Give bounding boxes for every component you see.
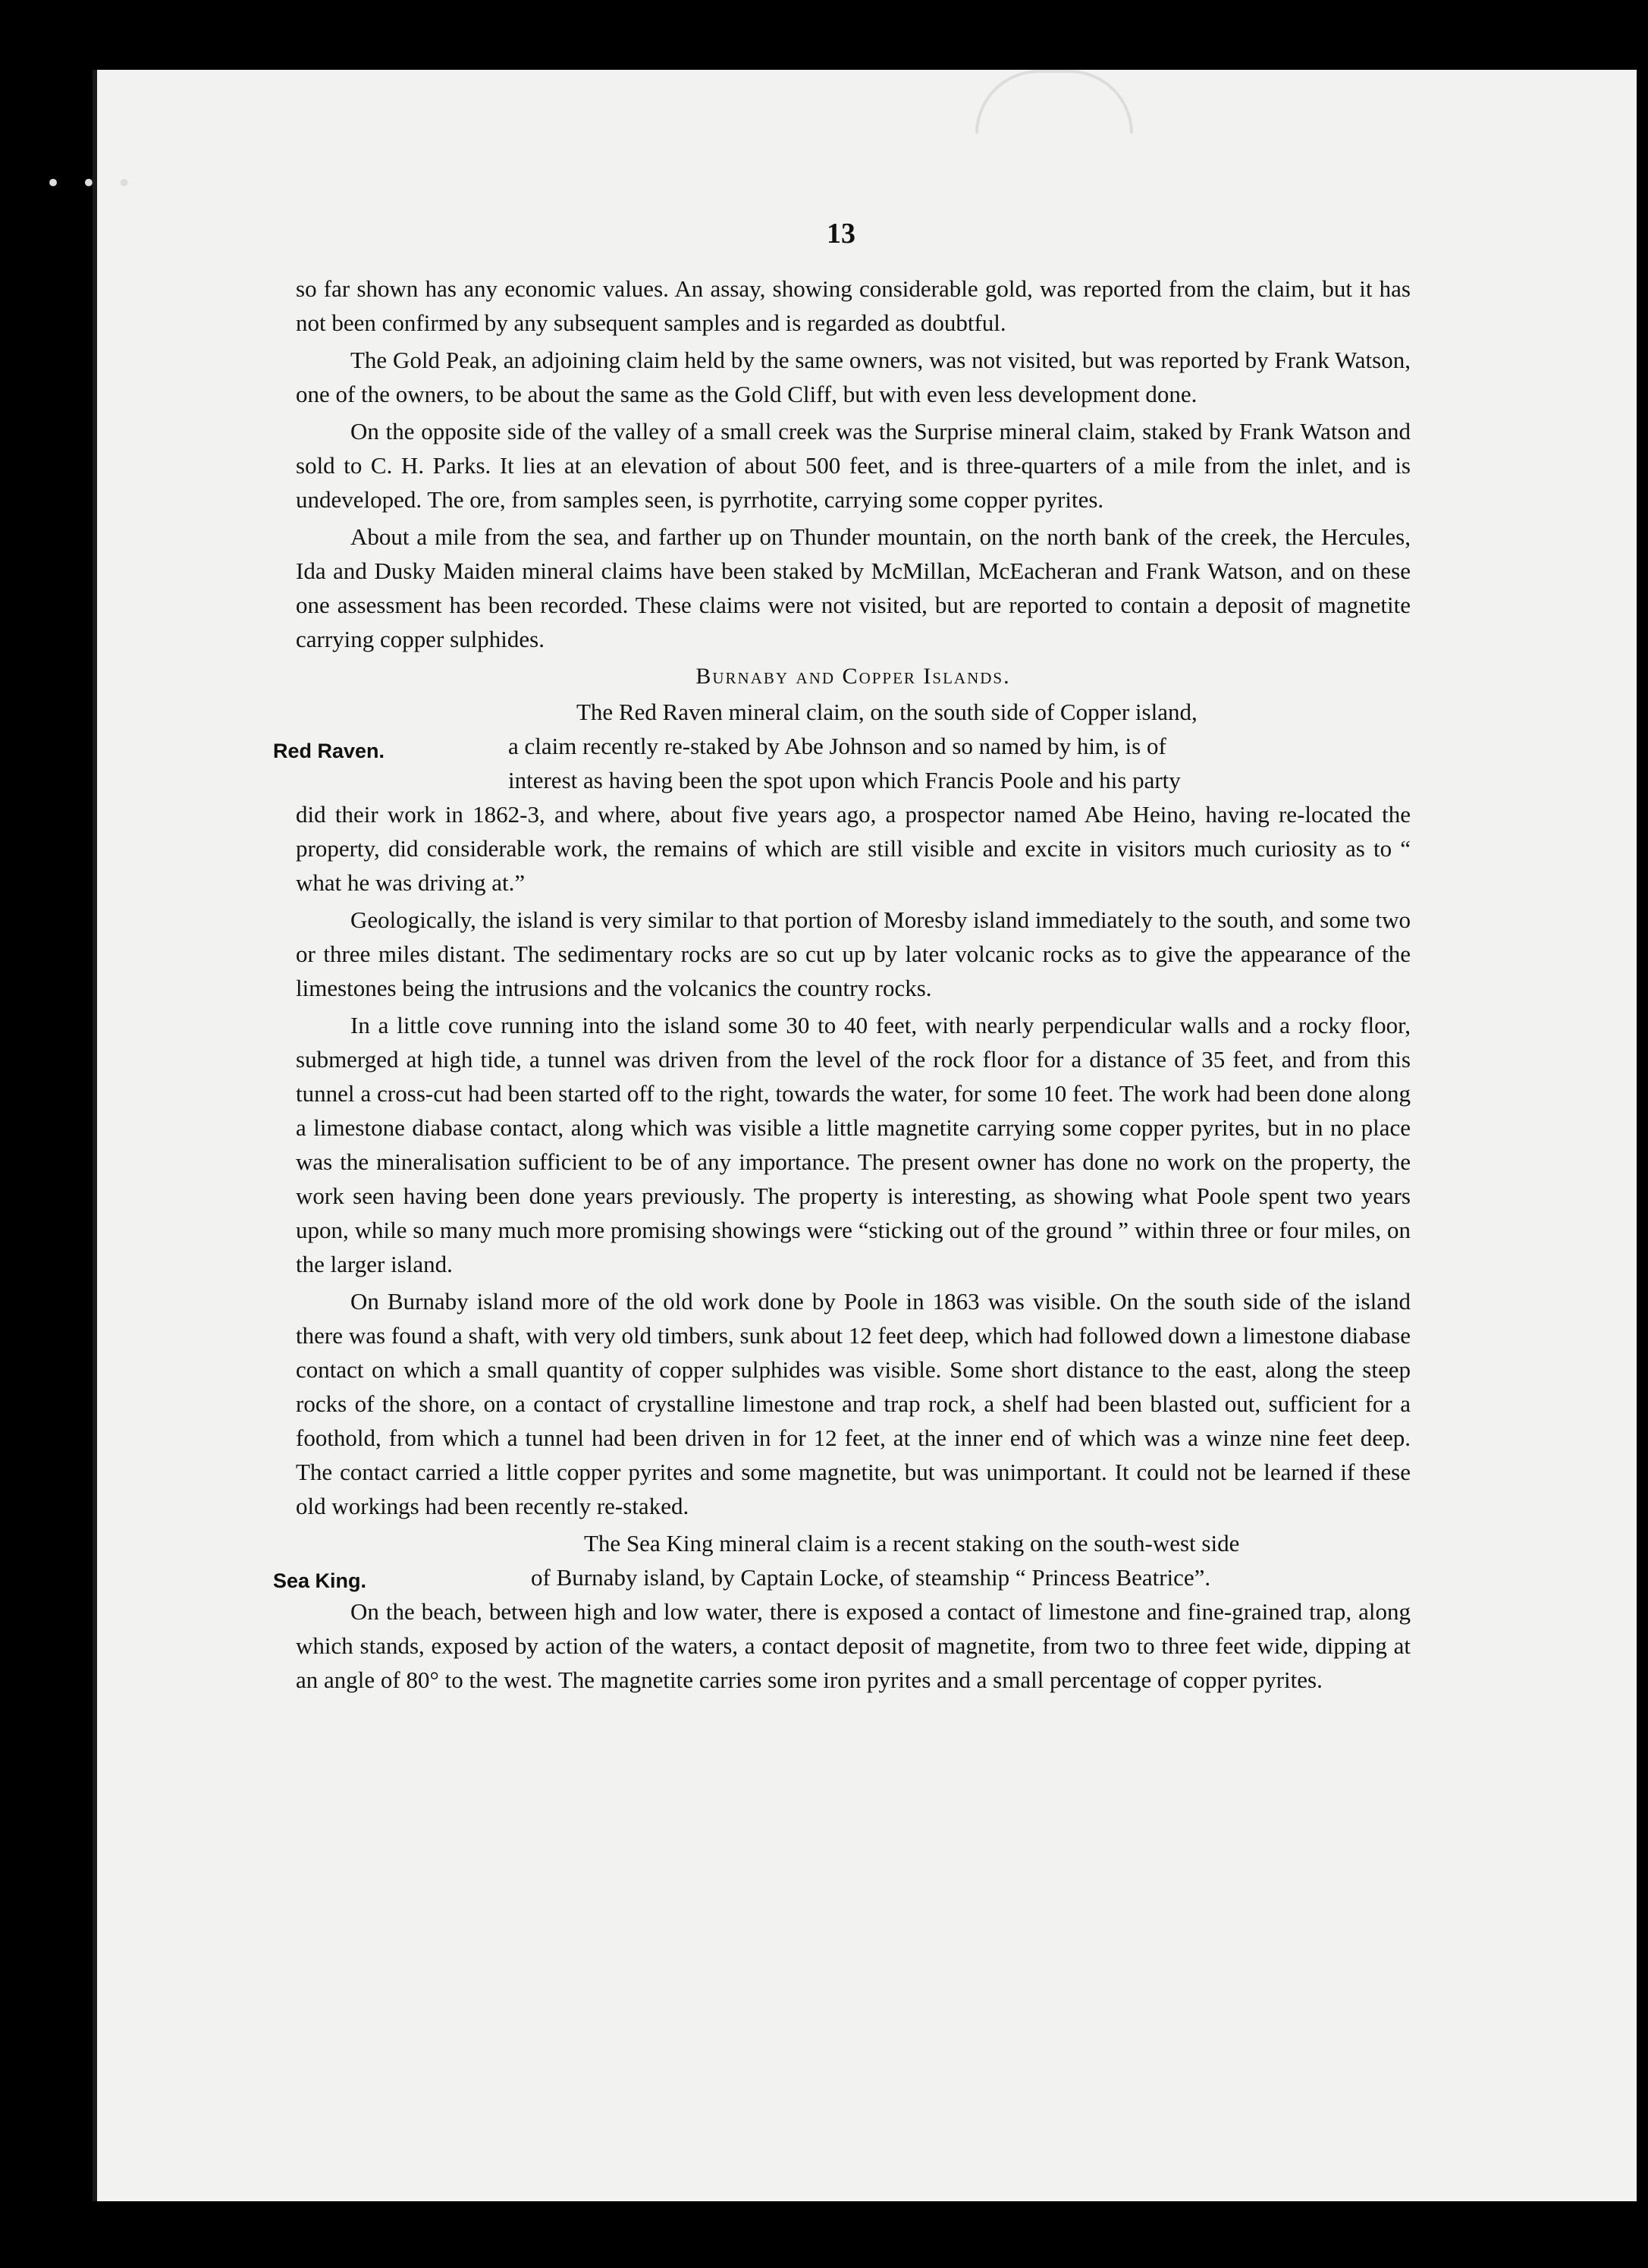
paragraph-line: interest as having been the spot upon which Francis Poole and his party <box>508 767 1181 793</box>
section-heading: Burnaby and Copper Islands. <box>695 664 1011 689</box>
scan-artifact <box>975 70 1133 134</box>
side-note-sea-king: Sea King. <box>273 1569 367 1592</box>
paragraph: so far shown has any economic values. An assay, showing considerable gold, was reported from the claim, but it has not been confirmed by any subsequent samples and is regarded as doubtful. <box>296 275 1411 336</box>
paragraph: About a mile from the sea, and farther up on Thunder mountain, on the north bank of the creek, the Hercules, Ida and Dusky Maiden mineral claims have been staked by McMillan, McEacheran and Frank Watson, and on these one assessment has been recorded. These claims were not visited, but are reported to contain a deposit of magnetite carrying copper sulphides. <box>296 523 1411 652</box>
paragraph-line: of Burnaby island, by Captain Locke, of steamship “ Princess Beatrice”. <box>531 1564 1211 1591</box>
paragraph: On the beach, between high and low water, there is exposed a contact of limestone and fine-grained trap, along which stands, exposed by action of the waters, a contact deposit of magnetite, from two to three feet wide, dipping at an angle of 80° to the west. The magnetite carries some iron pyrites and a small percentage of copper pyrites. <box>296 1598 1411 1693</box>
edge-marks: • • • <box>46 168 138 199</box>
paragraph: The Gold Peak, an adjoining claim held by the same owners, was not visited, but was reported by Frank Watson, one of the owners, to be about the same as the Gold Cliff, but with even less development done. <box>296 347 1411 407</box>
page-number: 13 <box>827 218 855 250</box>
paragraph: On Burnaby island more of the old work done by Poole in 1863 was visible. On the south side of the island there was found a shaft, with very old timbers, sunk about 12 feet deep, which had followed down a limestone diabase contact on which a small quantity of copper sulphides was visible. Some short distance to the east, along the steep rocks of the shore, on a contact of crystalline limestone and trap rock, a shelf had been blasted out, sufficient for a foothold, from which a tunnel had been driven in for 12 feet, at the inner end of which was a winze nine feet deep. The contact carried a little copper pyrites and some magnetite, but was unimportant. It could not be learned if these old workings had been recently re-staked. <box>296 1288 1411 1519</box>
paragraph: On the opposite side of the valley of a small creek was the Surprise mineral claim, staked by Frank Watson and sold to C. H. Parks. It lies at an elevation of about 500 feet, and is three-quarters of a mile from the inlet, and is undeveloped. The ore, from samples seen, is pyrrhotite, carrying some copper pyrites. <box>296 418 1411 513</box>
paragraph-line: The Red Raven mineral claim, on the south side of Copper island, <box>576 699 1198 725</box>
paragraph-line: The Sea King mineral claim is a recent staking on the south-west side <box>584 1530 1240 1557</box>
red-raven-block <box>273 695 1411 900</box>
side-note-red-raven: Red Raven. <box>273 740 385 762</box>
paragraph: did their work in 1862-3, and where, about five years ago, a prospector named Abe Heino, having re-located the property, did considerable work, the remains of which are still visible and excite in visitors much curiosity as to “ what he was driving at.” <box>296 801 1411 896</box>
paragraph-line: a claim recently re-staked by Abe Johnson and so named by him, is of <box>508 733 1166 759</box>
paragraph: Geologically, the island is very similar to that portion of Moresby island immediately to the south, and some two or three miles distant. The sedimentary rocks are so cut up by later volcanic rocks as to give the appearance of the limestones being the intrusions and the volcanics the country rocks. <box>296 906 1411 1001</box>
sea-king-block <box>273 1526 1411 1697</box>
body-text <box>273 272 1411 1700</box>
paragraph: In a little cove running into the island some 30 to 40 feet, with nearly perpendicular walls and a rocky floor, submerged at high tide, a tunnel was driven from the level of the rock floor for a distance of 35 feet, and from this tunnel a cross-cut had been started off to the right, towards the water, for some 10 feet. The work had been done along a limestone diabase contact, along which was visible a little magnetite carrying some copper pyrites, but in no place was the mineralisation sufficient to be of any importance. The present owner has done no work on the property, the work seen having been done years previously. The property is interesting, as showing what Poole spent two years upon, while so many much more promising showings were “sticking out of the ground ” within three or four miles, on the larger island. <box>296 1012 1411 1277</box>
